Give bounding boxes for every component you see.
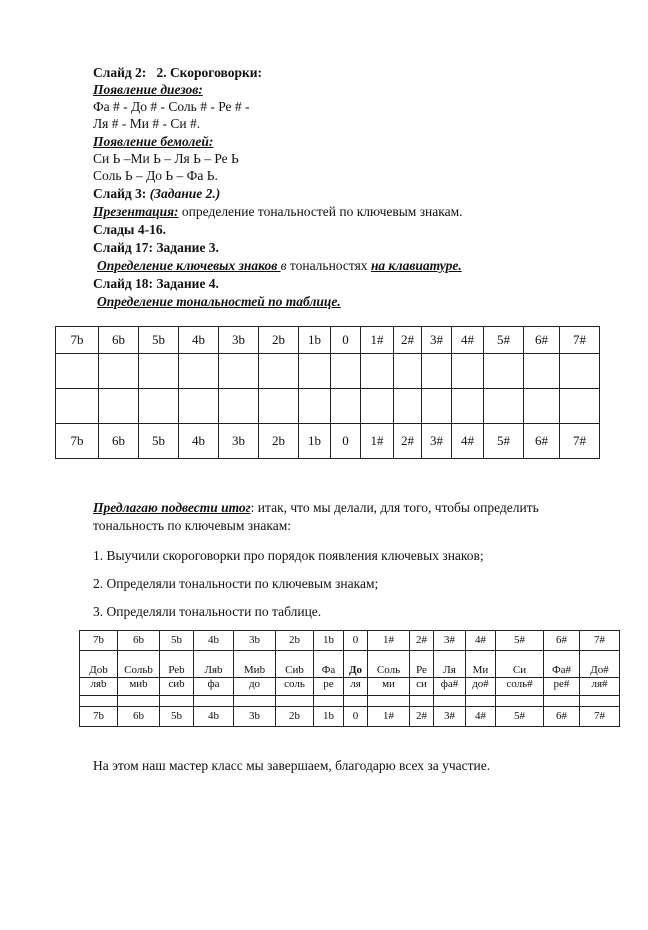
table2-minor-cell: ре [314,678,344,696]
table2-minor-cell: соль# [496,678,544,696]
slide3-task: (Задание 2.) [149,186,221,201]
table2-header-cell: 5# [496,631,544,651]
summary-item-3: 3. Определяли тональности по таблице. [93,604,322,619]
table1-empty-cell [361,389,394,424]
table1-footer-cell: 7# [560,424,600,459]
table2-spacer-cell [544,696,580,707]
table2-spacer-cell [194,696,234,707]
table2-major-cell: Си [496,651,544,678]
summary-item-1: 1. Выучили скороговорки про порядок появления ключевых знаков; [93,548,484,563]
table2-minor-cell: ре# [544,678,580,696]
table2-major-row [80,651,620,678]
table2-header-cell: 4# [466,631,496,651]
table2-minor-cell: ля [344,678,368,696]
table1-empty-cell [219,354,259,389]
table2-minor-cell: ми [368,678,410,696]
summary-item-2: 2. Определяли тональности по ключевым знакам; [93,576,379,591]
table1-empty-cell [524,389,560,424]
table1-empty-cell [99,354,139,389]
table1-footer-cell: 4b [179,424,219,459]
table1-empty-cell [299,354,331,389]
table2-header-cell: 0 [344,631,368,651]
table1-footer-cell: 4# [452,424,484,459]
flats-heading: Появление бемолей: [93,134,214,149]
presentation-line [93,204,463,220]
slide2-title: 2. Скороговорки: [156,65,263,80]
table2-minor-cell: сиb [160,678,194,696]
flats-line-2: Соль Ь – До Ь – Фа Ь. [93,168,218,183]
table1-empty-cell [422,389,452,424]
table1-empty-cell [56,354,99,389]
summary-lead [93,500,539,516]
table1-footer-cell: 3b [219,424,259,459]
table1-empty-row [56,389,600,424]
sharps-heading: Появление диезов: [93,82,203,97]
table2-minor-cell: до# [466,678,496,696]
table2-footer-cell: 5# [496,707,544,727]
closing-text: На этом наш мастер класс мы завершаем, благодарю всех за участие. [93,758,491,773]
table1-empty-cell [524,354,560,389]
table2-spacer-cell [410,696,434,707]
table2-minor-cell: соль [276,678,314,696]
table2-major-cell: Ляb [194,651,234,678]
table2-minor-cell: до [234,678,276,696]
table2-footer-cell: 1# [368,707,410,727]
table1-footer-cell: 5b [139,424,179,459]
table1-header-cell: 2# [394,327,422,354]
table1-footer-cell: 6b [99,424,139,459]
table2-footer-cell: 2# [410,707,434,727]
slide18-heading: Слайд 18: Задание 4. [93,276,219,291]
task3-line [97,258,462,274]
table1-footer-cell: 0 [331,424,361,459]
table1-empty-cell [259,354,299,389]
presentation-label: Презентация: [93,204,179,219]
table2-header-cell: 2b [276,631,314,651]
table2-spacer-cell [276,696,314,707]
table1-header-cell: 7# [560,327,600,354]
table2-spacer-cell [118,696,160,707]
table1-empty-cell [361,354,394,389]
table2-spacer-cell [160,696,194,707]
table1-empty-cell [422,354,452,389]
table2-major-cell: Фа# [544,651,580,678]
table2-spacer-cell [434,696,466,707]
table2-minor-cell: си [410,678,434,696]
summary-lead-bold: Предлагаю подвести итог [93,500,251,515]
table2-major-cell: До# [580,651,620,678]
table2-major-cell: Сольb [118,651,160,678]
table2-major-cell: Ре [410,651,434,678]
table2-major-cell: Соль [368,651,410,678]
task4-line: Определение тональностей по таблице. [97,294,341,309]
table2-header-cell: 6# [544,631,580,651]
table2-footer-row [80,707,620,727]
table2-footer-cell: 6b [118,707,160,727]
table2-footer-cell: 2b [276,707,314,727]
table1-empty-cell [139,389,179,424]
table2-header-cell: 6b [118,631,160,651]
table1-footer-cell: 1b [299,424,331,459]
table1-header-cell: 5# [484,327,524,354]
keys-table-filled [79,630,620,727]
table1-empty-cell [331,354,361,389]
table2-major-cell: Миb [234,651,276,678]
table2-footer-cell: 1b [314,707,344,727]
table1-header-cell: 3# [422,327,452,354]
sharps-line-1: Фа # - До # - Соль # - Ре # - [93,99,250,114]
table2-footer-cell: 0 [344,707,368,727]
table2-minor-cell: миb [118,678,160,696]
table1-empty-cell [484,389,524,424]
table1-empty-cell [452,389,484,424]
table2-spacer-row [80,696,620,707]
table1-header-cell: 0 [331,327,361,354]
table1-footer-cell: 2b [259,424,299,459]
table2-footer-cell: 4b [194,707,234,727]
table2-minor-cell: фа# [434,678,466,696]
slide2-label: Слайд 2: [93,65,147,80]
table2-header-cell: 7# [580,631,620,651]
summary-lead-line2: тональность по ключевым знакам: [93,518,291,533]
table1-header-cell: 4b [179,327,219,354]
table2-minor-cell: ля# [580,678,620,696]
table2-major-cell: Фа [314,651,344,678]
table1-empty-cell [56,389,99,424]
table1-footer-cell: 6# [524,424,560,459]
table2-header-cell: 5b [160,631,194,651]
table1-header-cell: 7b [56,327,99,354]
table1-empty-cell [99,389,139,424]
table2-major-cell: Сиb [276,651,314,678]
table2-spacer-cell [580,696,620,707]
table2-major-cell: Ми [466,651,496,678]
table2-spacer-cell [234,696,276,707]
table2-major-cell: Доb [80,651,118,678]
table1-empty-cell [179,389,219,424]
table2-footer-cell: 7# [580,707,620,727]
table2-footer-cell: 6# [544,707,580,727]
table1-footer-cell: 5# [484,424,524,459]
table2-header-cell: 1b [314,631,344,651]
task3-part-b: в [280,258,287,273]
table2-footer-cell: 7b [80,707,118,727]
sharps-line-2: Ля # - Ми # - Си #. [93,116,201,131]
table1-footer-cell: 7b [56,424,99,459]
summary-lead-rest: : итак, что мы делали, для того, чтобы определить [250,500,539,515]
table2-minor-cell: фа [194,678,234,696]
table2-minor-row [80,678,620,696]
table1-empty-cell [394,389,422,424]
table1-empty-row [56,354,600,389]
table1-empty-cell [560,354,600,389]
table2-spacer-cell [466,696,496,707]
slide17-heading: Слайд 17: Задание 3. [93,240,219,255]
flats-line-1: Си Ь –Ми Ь – Ля Ь – Ре Ь [93,151,239,166]
table2-header-cell: 3# [434,631,466,651]
table2-header-cell: 7b [80,631,118,651]
task3-part-a: Определение ключевых знаков [97,258,281,273]
keys-table-empty [55,326,600,459]
table1-header-row-bottom [56,424,600,459]
table1-empty-cell [484,354,524,389]
table2-spacer-cell [496,696,544,707]
slide3-heading [93,186,220,202]
table2-footer-cell: 3b [234,707,276,727]
table2-spacer-cell [314,696,344,707]
table2-spacer-cell [344,696,368,707]
table2-major-cell: Реb [160,651,194,678]
table1-header-cell: 2b [259,327,299,354]
table2-header-cell: 1# [368,631,410,651]
table1-empty-cell [259,389,299,424]
task3-part-d: на клавиатуре. [370,258,462,273]
table2-header-cell: 3b [234,631,276,651]
table1-empty-cell [179,354,219,389]
table1-header-row-top [56,327,600,354]
table2-header-row [80,631,620,651]
table2-spacer-cell [368,696,410,707]
table1-empty-cell [331,389,361,424]
slide3-label: Слайд 3: [93,186,147,201]
table1-header-cell: 1# [361,327,394,354]
table1-empty-cell [394,354,422,389]
table2-header-cell: 4b [194,631,234,651]
table1-footer-cell: 1# [361,424,394,459]
table2-footer-cell: 5b [160,707,194,727]
table1-header-cell: 6# [524,327,560,354]
slides-4-16: Слады 4-16. [93,222,166,237]
table2-spacer-cell [80,696,118,707]
table2-major-cell: До [344,651,368,678]
table1-empty-cell [139,354,179,389]
table1-footer-cell: 2# [394,424,422,459]
table1-empty-cell [299,389,331,424]
table2-footer-cell: 4# [466,707,496,727]
table1-empty-cell [560,389,600,424]
table1-header-cell: 3b [219,327,259,354]
table1-header-cell: 1b [299,327,331,354]
table2-footer-cell: 3# [434,707,466,727]
table1-footer-cell: 3# [422,424,452,459]
table1-header-cell: 5b [139,327,179,354]
table2-major-cell: Ля [434,651,466,678]
table1-empty-cell [452,354,484,389]
table2-header-cell: 2# [410,631,434,651]
slide2-heading [93,65,262,81]
table2-minor-cell: ляb [80,678,118,696]
table1-header-cell: 4# [452,327,484,354]
task3-part-c: тональностях [286,258,371,273]
presentation-text: определение тональностей по ключевым знакам. [178,204,463,219]
table1-empty-cell [219,389,259,424]
table1-header-cell: 6b [99,327,139,354]
